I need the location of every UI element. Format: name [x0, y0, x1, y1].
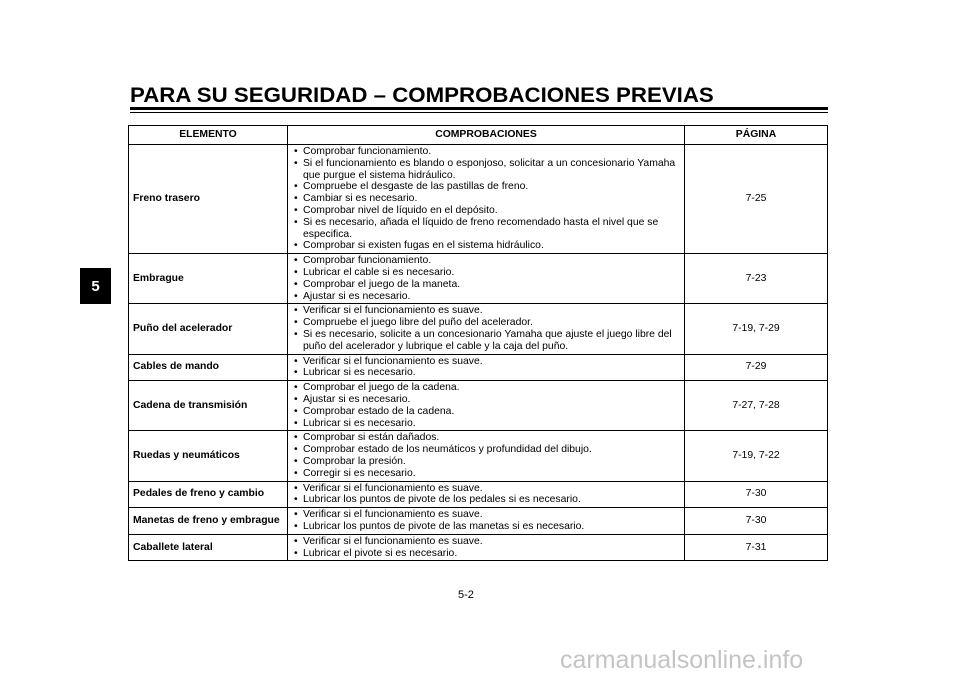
check-item: • Cambiar si es necesario.	[294, 193, 680, 205]
row-checks	[288, 354, 685, 381]
table-row	[129, 508, 828, 535]
row-page: 7-30	[685, 481, 828, 508]
row-element: Caballete lateral	[129, 534, 288, 561]
page-number: 5-2	[458, 589, 474, 601]
row-element: Pedales de freno y cambio	[129, 481, 288, 508]
inspection-table	[128, 125, 828, 561]
row-page: 7-19, 7-22	[685, 431, 828, 481]
check-item: • Verificar si el funcionamiento es suave.	[294, 483, 680, 495]
check-item: • Ajustar si es necesario.	[294, 394, 680, 406]
check-item: • Comprobar si están dañados.	[294, 432, 680, 444]
title-rule-thick	[130, 107, 828, 110]
header-element: ELEMENTO	[129, 126, 288, 145]
table-header-row	[129, 126, 828, 145]
row-checks	[288, 304, 685, 354]
row-page: 7-25	[685, 145, 828, 254]
row-element: Cadena de transmisión	[129, 381, 288, 431]
header-checks: COMPROBACIONES	[288, 126, 685, 145]
check-item: • Lubricar el cable si es necesario.	[294, 267, 680, 279]
check-item: • Comprobar si existen fugas en el sistema hidráulico.	[294, 240, 680, 252]
check-item: • Verificar si el funcionamiento es suave.	[294, 536, 680, 548]
check-item: • Comprobar estado de los neumáticos y profundidad del dibujo.	[294, 444, 680, 456]
row-checks	[288, 431, 685, 481]
watermark: carmanualsonline.info	[560, 646, 804, 674]
check-list	[294, 432, 680, 479]
row-page: 7-31	[685, 534, 828, 561]
check-list	[294, 536, 680, 560]
row-page: 7-19, 7-29	[685, 304, 828, 354]
row-checks	[288, 508, 685, 535]
table-row	[129, 254, 828, 304]
row-checks	[288, 534, 685, 561]
row-checks	[288, 254, 685, 304]
check-list	[294, 305, 680, 352]
check-item: • Lubricar los puntos de pivote de los pedales si es necesario.	[294, 494, 680, 506]
check-item: • Si es necesario, solicite a un concesionario Yamaha que ajuste el juego libre del puño del acelerador y lubrique el cable y la caja del puño.	[294, 329, 680, 353]
check-item: • Si el funcionamiento es blando o esponjoso, solicitar a un concesionario Yamaha que purgue el sistema hidráulico.	[294, 158, 680, 182]
check-item: • Corregir si es necesario.	[294, 468, 680, 480]
row-element: Ruedas y neumáticos	[129, 431, 288, 481]
title-rule-thin	[130, 112, 828, 113]
check-list	[294, 356, 680, 380]
table-row	[129, 481, 828, 508]
row-page: 7-29	[685, 354, 828, 381]
check-item: • Lubricar el pivote si es necesario.	[294, 548, 680, 560]
table-row	[129, 145, 828, 254]
page-title: PARA SU SEGURIDAD – COMPROBACIONES PREVIAS	[130, 84, 714, 107]
check-list	[294, 146, 680, 252]
check-item: • Compruebe el desgaste de las pastillas de freno.	[294, 181, 680, 193]
row-page: 7-30	[685, 508, 828, 535]
check-item: • Comprobar el juego de la cadena.	[294, 382, 680, 394]
table-row	[129, 354, 828, 381]
chapter-tab: 5	[80, 268, 111, 304]
row-element: Manetas de freno y embrague	[129, 508, 288, 535]
check-list	[294, 509, 680, 533]
row-element: Puño del acelerador	[129, 304, 288, 354]
row-checks	[288, 381, 685, 431]
check-item: • Lubricar si es necesario.	[294, 418, 680, 430]
check-item: • Lubricar los puntos de pivote de las manetas si es necesario.	[294, 521, 680, 533]
row-element: Freno trasero	[129, 145, 288, 254]
check-item: • Verificar si el funcionamiento es suave.	[294, 356, 680, 368]
check-list	[294, 255, 680, 302]
row-checks	[288, 481, 685, 508]
row-element: Embrague	[129, 254, 288, 304]
check-item: • Verificar si el funcionamiento es suave.	[294, 509, 680, 521]
table-row	[129, 381, 828, 431]
table-row	[129, 534, 828, 561]
check-item: • Comprobar funcionamiento.	[294, 255, 680, 267]
check-list	[294, 483, 680, 507]
check-list	[294, 382, 680, 429]
check-item: • Comprobar nivel de líquido en el depósito.	[294, 205, 680, 217]
table-row	[129, 431, 828, 481]
header-page: PÁGINA	[685, 126, 828, 145]
check-item: • Ajustar si es necesario.	[294, 291, 680, 303]
check-item: • Comprobar funcionamiento.	[294, 146, 680, 158]
check-item: • Verificar si el funcionamiento es suave.	[294, 305, 680, 317]
check-item: • Comprobar el juego de la maneta.	[294, 279, 680, 291]
table-row	[129, 304, 828, 354]
check-item: • Compruebe el juego libre del puño del acelerador.	[294, 317, 680, 329]
row-page: 7-23	[685, 254, 828, 304]
row-page: 7-27, 7-28	[685, 381, 828, 431]
check-item: • Comprobar la presión.	[294, 456, 680, 468]
row-checks	[288, 145, 685, 254]
check-item: • Comprobar estado de la cadena.	[294, 406, 680, 418]
check-item: • Si es necesario, añada el líquido de freno recomendado hasta el nivel que se especifica.	[294, 217, 680, 241]
row-element: Cables de mando	[129, 354, 288, 381]
check-item: • Lubricar si es necesario.	[294, 367, 680, 379]
